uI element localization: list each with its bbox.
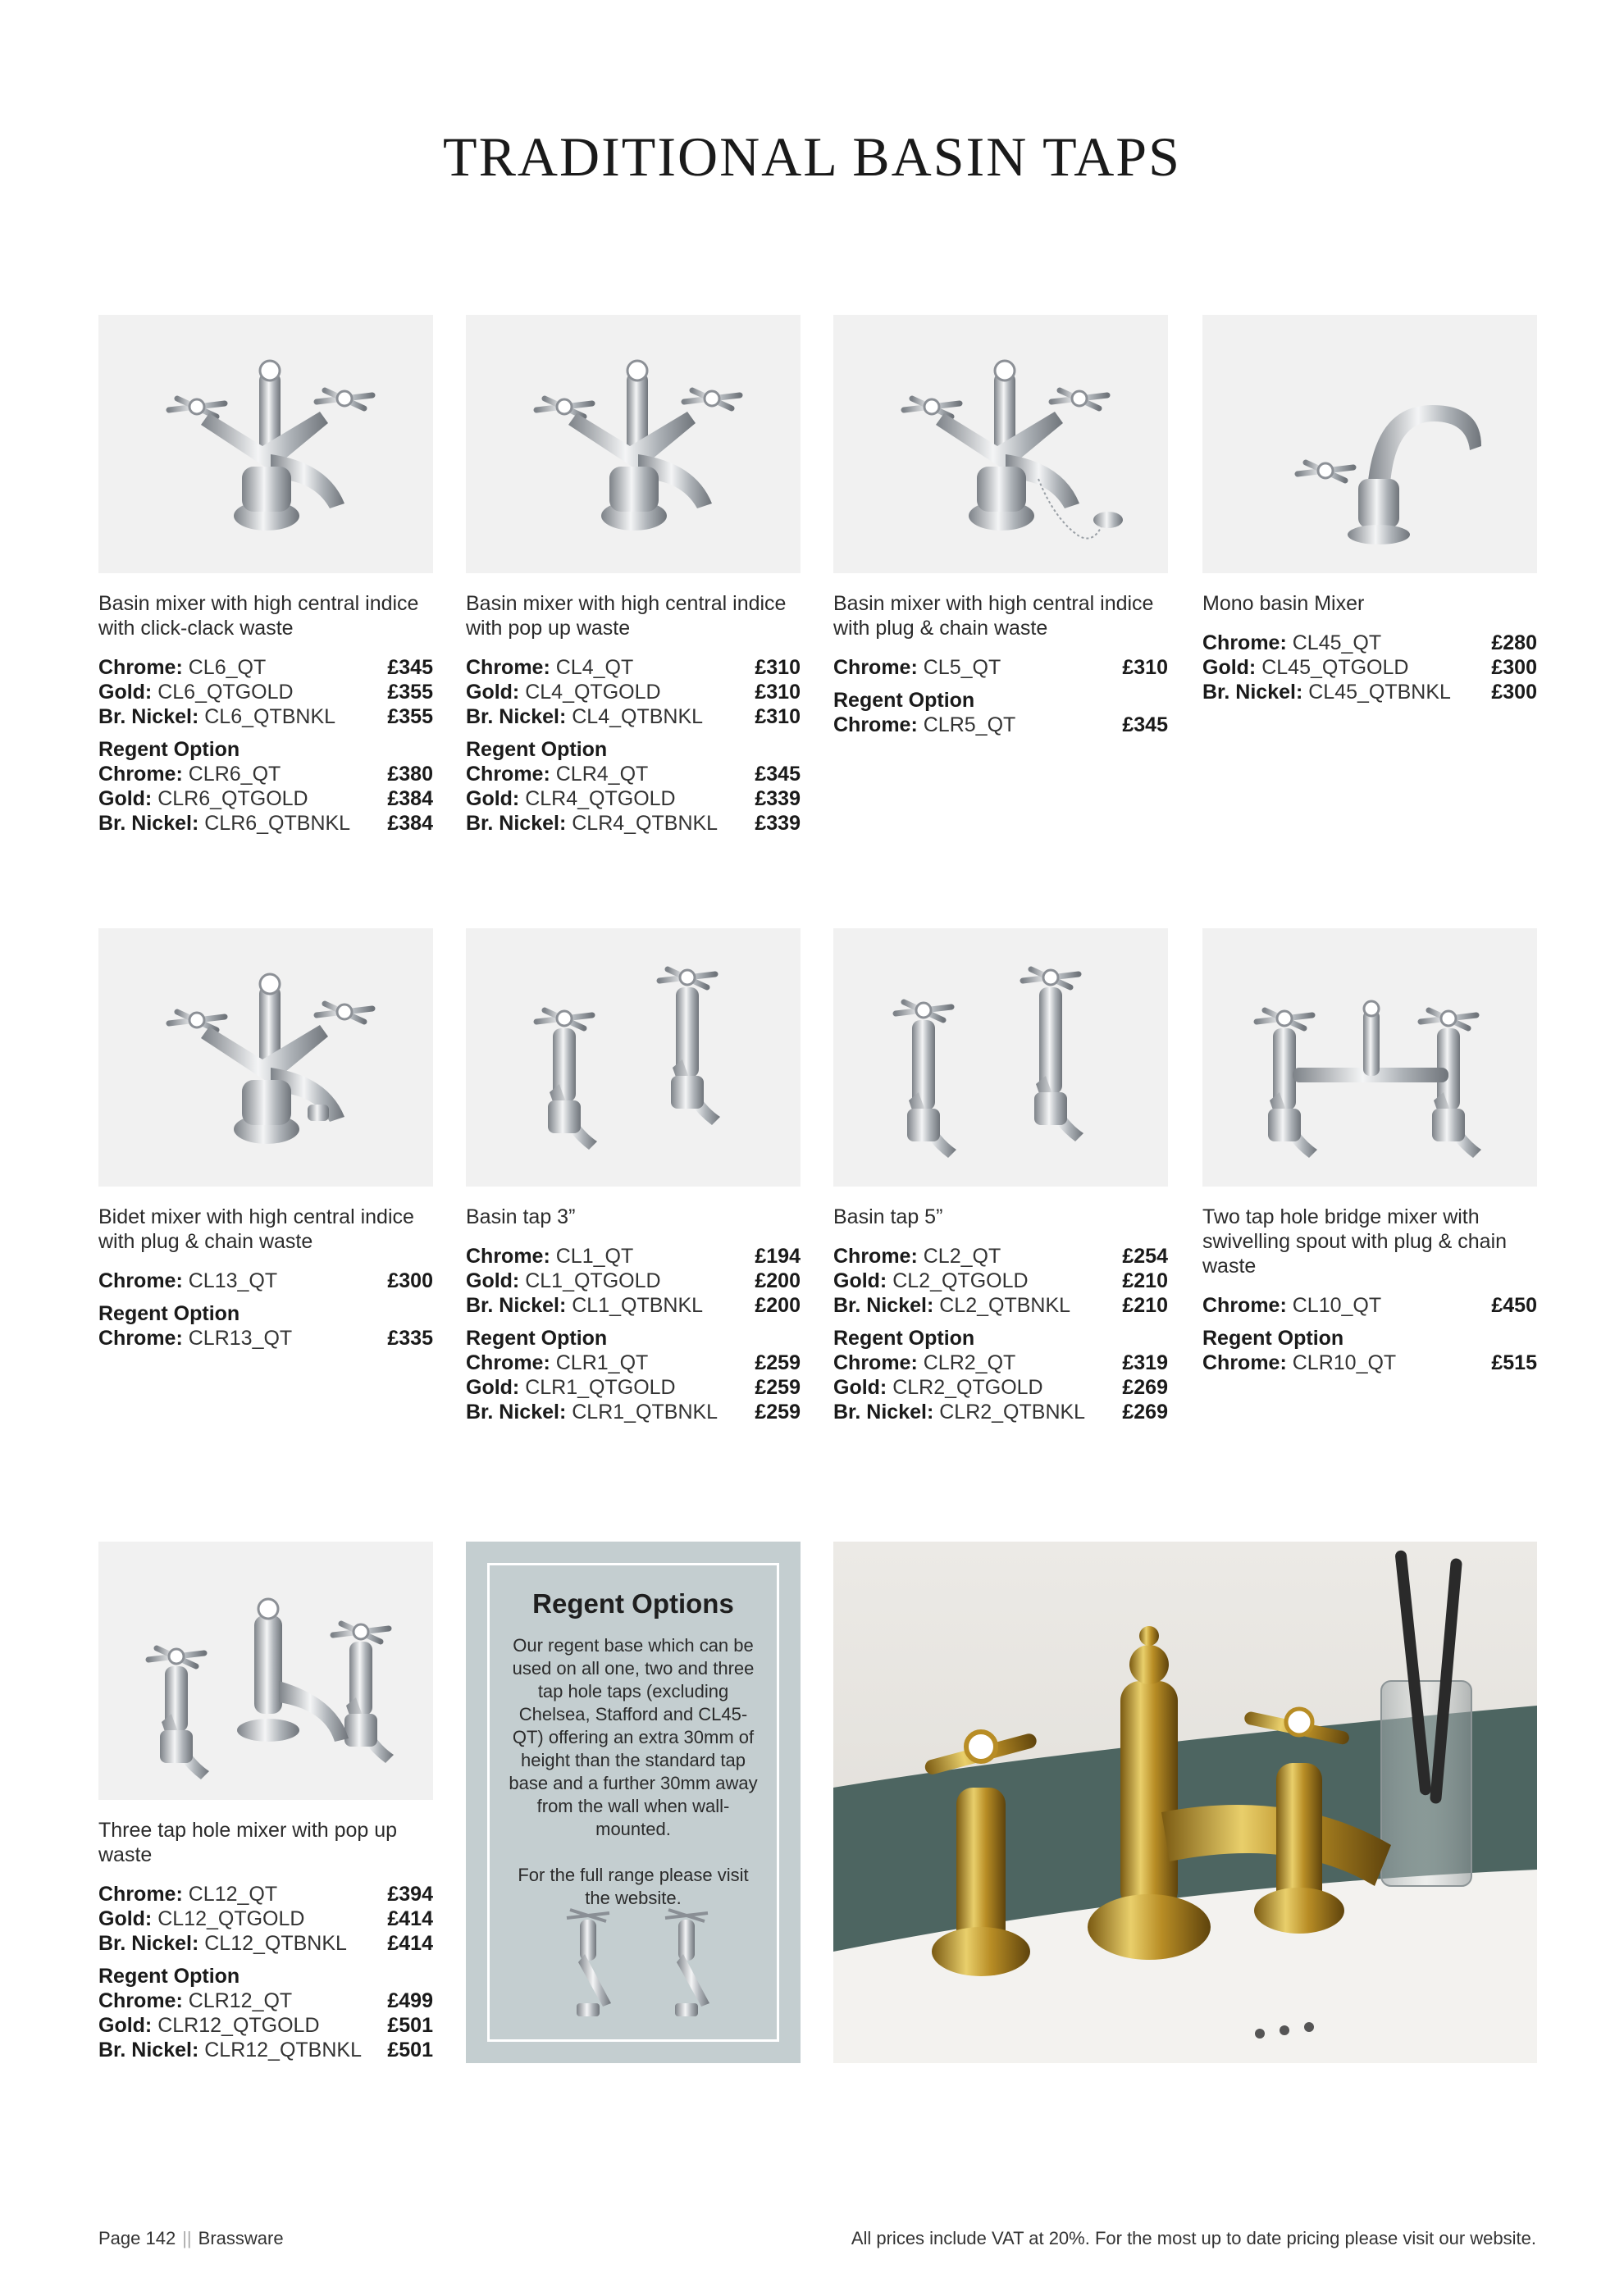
price-row (466, 655, 801, 680)
finish-label: Chrome: (466, 763, 550, 786)
price-row (1202, 680, 1537, 704)
finish-code (1202, 1293, 1381, 1318)
product-code: CL45_QTGOLD (1261, 656, 1409, 679)
basin-tap-pair-image (466, 928, 801, 1187)
product-code: CLR4_QTBNKL (572, 812, 718, 835)
finish-code (833, 1375, 1043, 1400)
price-row (1202, 631, 1537, 655)
price-row (98, 1988, 433, 2013)
three-hole-mixer-image (98, 1542, 433, 1800)
page-title: TRADITIONAL BASIN TAPS (443, 125, 1181, 188)
regent-option-label: Regent Option (833, 689, 975, 712)
product-description: Bidet mixer with high central indice with plug & chain waste (98, 1205, 414, 1253)
regent-option-label: Regent Option (98, 1965, 240, 1988)
standard-prices (98, 655, 433, 729)
product-code: CLR4_QTGOLD (525, 787, 676, 810)
product-image-tile (466, 928, 801, 1187)
price-row (98, 1326, 433, 1351)
price-row (1202, 1293, 1537, 1318)
product-card (1202, 315, 1537, 704)
price: £194 (755, 1245, 801, 1268)
product-description: Two tap hole bridge mixer with swivelling spout with plug & chain waste (1202, 1205, 1508, 1278)
price: £414 (387, 1932, 433, 1955)
price-row (466, 1351, 801, 1375)
finish-label: Gold: (98, 1907, 153, 1930)
price-row (833, 713, 1168, 737)
product-card (466, 315, 801, 836)
regent-option-label: Regent Option (466, 1327, 608, 1350)
standard-prices (1202, 1293, 1537, 1318)
finish-code (98, 680, 294, 704)
product-code: CLR12_QTGOLD (157, 2014, 320, 2037)
product-image-tile (1202, 928, 1537, 1187)
regent-prices (98, 1964, 433, 2062)
product-code: CL4_QT (555, 656, 634, 679)
finish-label: Br. Nickel: (833, 1294, 934, 1317)
product-image-tile (98, 1542, 433, 1800)
finish-code (466, 680, 661, 704)
price: £210 (1122, 1294, 1168, 1317)
finish-label: Chrome: (1202, 631, 1287, 654)
finish-code (833, 1351, 1015, 1375)
finish-label: Gold: (98, 681, 153, 704)
product-code: CL12_QTGOLD (157, 1907, 305, 1930)
finish-code (98, 762, 281, 786)
finish-label: Gold: (98, 787, 153, 810)
finish-code (1202, 655, 1408, 680)
regent-option-label: Regent Option (1202, 1327, 1344, 1350)
page-number: Page 142 (98, 2228, 176, 2248)
regent-prices (466, 1326, 801, 1424)
finish-code (833, 1269, 1029, 1293)
finish-code (466, 1400, 718, 1424)
basin-tap-pair-image (833, 928, 1168, 1187)
regent-option-label: Regent Option (833, 1327, 975, 1350)
finish-label: Gold: (466, 787, 520, 810)
finish-label: Br. Nickel: (833, 1401, 934, 1424)
product-code: CL6_QT (188, 656, 267, 679)
regent-option-label: Regent Option (466, 738, 608, 761)
finish-label: Gold: (98, 2014, 153, 2037)
price: £339 (755, 812, 801, 835)
finish-code (98, 1269, 277, 1293)
standard-prices (833, 655, 1168, 680)
regent-taps-image (522, 1905, 769, 2028)
finish-label: Gold: (833, 1269, 887, 1292)
bridge-mixer-image (1202, 928, 1537, 1187)
product-code: CLR6_QTGOLD (157, 787, 308, 810)
price-row (98, 762, 433, 786)
product-description: Basin mixer with high central indice with click-clack waste (98, 592, 419, 640)
price: £414 (387, 1907, 433, 1930)
price-row (466, 811, 801, 836)
basin-mixer-image (98, 315, 433, 573)
price-row (833, 1400, 1168, 1424)
product-description: Basin tap 3” (466, 1205, 576, 1228)
product-code: CL12_QT (188, 1883, 278, 1906)
price-row (466, 1244, 801, 1269)
product-card (98, 315, 433, 836)
price: £310 (1122, 656, 1168, 679)
finish-code (98, 811, 350, 836)
finish-code (1202, 1351, 1396, 1375)
product-code: CL45_QT (1292, 631, 1382, 654)
price: £210 (1122, 1269, 1168, 1292)
price: £319 (1122, 1351, 1168, 1374)
price: £259 (755, 1351, 801, 1374)
product-code: CLR10_QT (1292, 1351, 1397, 1374)
regent-options-text: Our regent base which can be used on all one, two and three tap hole taps (excluding Chelsea, Stafford and CL45-QT) offering an extra 30mm of height than the standard tap base and a further 30mm away from the wall when wall-mounted. (509, 1635, 758, 1839)
finish-code (98, 704, 335, 729)
price: £499 (387, 1989, 433, 2012)
price-row (466, 680, 801, 704)
finish-code (98, 1326, 292, 1351)
finish-code (833, 1293, 1070, 1318)
product-card (466, 928, 801, 1424)
product-card (833, 928, 1168, 1424)
finish-code (833, 1400, 1085, 1424)
finish-label: Br. Nickel: (466, 705, 567, 728)
finish-label: Gold: (466, 681, 520, 704)
price: £300 (1491, 681, 1537, 704)
product-image-tile (466, 315, 801, 573)
product-code: CL2_QTBNKL (939, 1294, 1071, 1317)
price: £200 (755, 1294, 801, 1317)
finish-label: Chrome: (833, 1351, 918, 1374)
price: £501 (387, 2039, 433, 2061)
finish-code (98, 2038, 362, 2062)
price: £515 (1491, 1351, 1537, 1374)
price-row (466, 1375, 801, 1400)
footer-page-info (98, 2228, 284, 2249)
regent-options-frame (487, 1563, 779, 2042)
finish-code (833, 713, 1015, 737)
product-code: CLR4_QT (555, 763, 649, 786)
standard-prices (466, 655, 801, 729)
price-row (98, 1269, 433, 1293)
finish-code (466, 1293, 703, 1318)
standard-prices (98, 1269, 433, 1293)
product-description: Three tap hole mixer with pop up waste (98, 1819, 398, 1866)
price: £259 (755, 1376, 801, 1399)
regent-prices (833, 688, 1168, 737)
product-code: CLR5_QT (923, 713, 1016, 736)
price-row (98, 2013, 433, 2038)
price: £339 (755, 787, 801, 810)
finish-label: Gold: (466, 1269, 520, 1292)
price: £345 (755, 763, 801, 786)
product-code: CLR6_QT (188, 763, 281, 786)
finish-label: Gold: (833, 1376, 887, 1399)
price: £394 (387, 1883, 433, 1906)
price-row (1202, 1351, 1537, 1375)
finish-label: Br. Nickel: (466, 812, 567, 835)
finish-code (466, 655, 633, 680)
product-code: CLR1_QTGOLD (525, 1376, 676, 1399)
price: £335 (387, 1327, 433, 1350)
price-row (98, 2038, 433, 2062)
finish-label: Chrome: (1202, 1351, 1287, 1374)
finish-code (833, 1244, 1001, 1269)
price-row (833, 1375, 1168, 1400)
footer-vat-note: All prices include VAT at 20%. For the most up to date pricing please visit our website. (851, 2228, 1536, 2248)
standard-prices (98, 1882, 433, 1956)
bidet-mixer-image (98, 928, 433, 1187)
finish-label: Gold: (1202, 656, 1257, 679)
finish-label: Chrome: (98, 1327, 183, 1350)
finish-label: Br. Nickel: (466, 1294, 567, 1317)
finish-code (466, 786, 676, 811)
gold-tap-photo (833, 1542, 1537, 2063)
finish-label: Chrome: (98, 1269, 183, 1292)
product-card (1202, 928, 1537, 1375)
product-card (98, 928, 433, 1351)
regent-prices (833, 1326, 1168, 1424)
regent-options-title: Regent Options (532, 1588, 734, 1619)
finish-code (466, 762, 648, 786)
regent-option-label: Regent Option (98, 1302, 240, 1325)
finish-label: Br. Nickel: (1202, 681, 1303, 704)
finish-code (98, 1988, 292, 2013)
finish-code (98, 1882, 277, 1906)
finish-code (1202, 680, 1451, 704)
finish-code (466, 1375, 676, 1400)
price: £200 (755, 1269, 801, 1292)
finish-label: Chrome: (833, 656, 918, 679)
finish-code (466, 1351, 648, 1375)
price: £380 (387, 763, 433, 786)
finish-label: Chrome: (466, 656, 550, 679)
product-code: CL4_QTGOLD (525, 681, 661, 704)
finish-label: Br. Nickel: (98, 812, 199, 835)
price-row (98, 786, 433, 811)
finish-code (466, 1244, 633, 1269)
finish-label: Chrome: (98, 1883, 183, 1906)
finish-label: Chrome: (98, 656, 183, 679)
finish-label: Chrome: (1202, 1294, 1287, 1317)
regent-prices (466, 737, 801, 836)
finish-label: Br. Nickel: (98, 705, 199, 728)
standard-prices (1202, 631, 1537, 704)
price: £280 (1491, 631, 1537, 654)
price-row (833, 1293, 1168, 1318)
price: £300 (1491, 656, 1537, 679)
price-row (833, 655, 1168, 680)
price: £450 (1491, 1294, 1537, 1317)
price-row (98, 704, 433, 729)
price: £254 (1122, 1245, 1168, 1268)
price: £259 (755, 1401, 801, 1424)
finish-label: Chrome: (833, 713, 918, 736)
finish-label: Chrome: (98, 1989, 183, 2012)
product-image-tile (98, 315, 433, 573)
price-row (466, 704, 801, 729)
price: £310 (755, 681, 801, 704)
finish-code (466, 1269, 661, 1293)
product-code: CL5_QT (923, 656, 1001, 679)
standard-prices (833, 1244, 1168, 1318)
product-code: CL2_QT (923, 1245, 1001, 1268)
price: £310 (755, 656, 801, 679)
product-code: CLR13_QT (188, 1327, 293, 1350)
finish-code (98, 655, 266, 680)
price: £384 (387, 812, 433, 835)
price-row (98, 1906, 433, 1931)
finish-code (98, 1931, 347, 1956)
product-image-tile (833, 315, 1168, 573)
product-description: Basin mixer with high central indice with pop up waste (466, 592, 787, 640)
price-row (98, 655, 433, 680)
basin-mixer-image (833, 315, 1168, 573)
product-code: CLR6_QTBNKL (204, 812, 351, 835)
product-description: Basin tap 5” (833, 1205, 943, 1228)
product-code: CLR2_QTGOLD (892, 1376, 1043, 1399)
product-code: CLR2_QT (923, 1351, 1016, 1374)
price: £355 (387, 705, 433, 728)
finish-label: Br. Nickel: (98, 1932, 199, 1955)
regent-option-label: Regent Option (98, 738, 240, 761)
finish-label: Chrome: (466, 1351, 550, 1374)
regent-prices (98, 1301, 433, 1351)
product-code: CL12_QTBNKL (204, 1932, 347, 1955)
product-code: CL6_QTGOLD (157, 681, 294, 704)
product-image-tile (833, 928, 1168, 1187)
price-row (466, 786, 801, 811)
product-code: CL1_QT (555, 1245, 634, 1268)
finish-code (98, 786, 308, 811)
price-row (98, 811, 433, 836)
finish-code (466, 811, 718, 836)
price-row (833, 1351, 1168, 1375)
product-code: CL1_QTBNKL (572, 1294, 704, 1317)
regent-options-website-text: For the full range please visit the website. (518, 1865, 749, 1908)
finish-label: Br. Nickel: (98, 2039, 199, 2061)
price-row (98, 1882, 433, 1906)
product-description: Mono basin Mixer (1202, 592, 1365, 615)
price-row (833, 1244, 1168, 1269)
product-code: CLR1_QTBNKL (572, 1401, 718, 1424)
price: £269 (1122, 1376, 1168, 1399)
finish-label: Gold: (466, 1376, 520, 1399)
price: £384 (387, 787, 433, 810)
price-row (833, 1269, 1168, 1293)
footer-separator: || (182, 2228, 192, 2248)
price: £355 (387, 681, 433, 704)
product-card (98, 1542, 433, 2062)
price-row (1202, 655, 1537, 680)
product-code: CLR1_QT (555, 1351, 649, 1374)
product-image-tile (1202, 315, 1537, 573)
product-code: CL6_QTBNKL (204, 705, 336, 728)
basin-mixer-image (466, 315, 801, 573)
finish-code (833, 655, 1001, 680)
price-row (98, 1931, 433, 1956)
regent-prices (98, 737, 433, 836)
product-code: CL45_QTBNKL (1308, 681, 1451, 704)
price: £300 (387, 1269, 433, 1292)
finish-code (466, 704, 703, 729)
finish-code (98, 1906, 304, 1931)
product-code: CLR2_QTBNKL (939, 1401, 1086, 1424)
product-card (833, 315, 1168, 737)
product-image-tile (98, 928, 433, 1187)
price: £501 (387, 2014, 433, 2037)
finish-code (1202, 631, 1381, 655)
mono-mixer-image (1202, 315, 1537, 573)
section-name: Brassware (198, 2228, 284, 2248)
standard-prices (466, 1244, 801, 1318)
price-row (466, 1269, 801, 1293)
product-code: CL2_QTGOLD (892, 1269, 1029, 1292)
product-description: Basin mixer with high central indice with plug & chain waste (833, 592, 1154, 640)
product-code: CLR12_QTBNKL (204, 2039, 362, 2061)
price: £345 (1122, 713, 1168, 736)
price: £269 (1122, 1401, 1168, 1424)
price: £345 (387, 656, 433, 679)
finish-label: Chrome: (833, 1245, 918, 1268)
product-code: CL10_QT (1292, 1294, 1382, 1317)
finish-code (98, 2013, 320, 2038)
price: £310 (755, 705, 801, 728)
regent-options-panel (466, 1542, 801, 2063)
finish-label: Chrome: (98, 763, 183, 786)
finish-label: Chrome: (466, 1245, 550, 1268)
finish-label: Br. Nickel: (466, 1401, 567, 1424)
product-code: CL4_QTBNKL (572, 705, 704, 728)
product-code: CL13_QT (188, 1269, 278, 1292)
price-row (466, 762, 801, 786)
price-row (466, 1400, 801, 1424)
product-code: CL1_QTGOLD (525, 1269, 661, 1292)
product-code: CLR12_QT (188, 1989, 293, 2012)
price-row (98, 680, 433, 704)
regent-prices (1202, 1326, 1537, 1375)
price-row (466, 1293, 801, 1318)
